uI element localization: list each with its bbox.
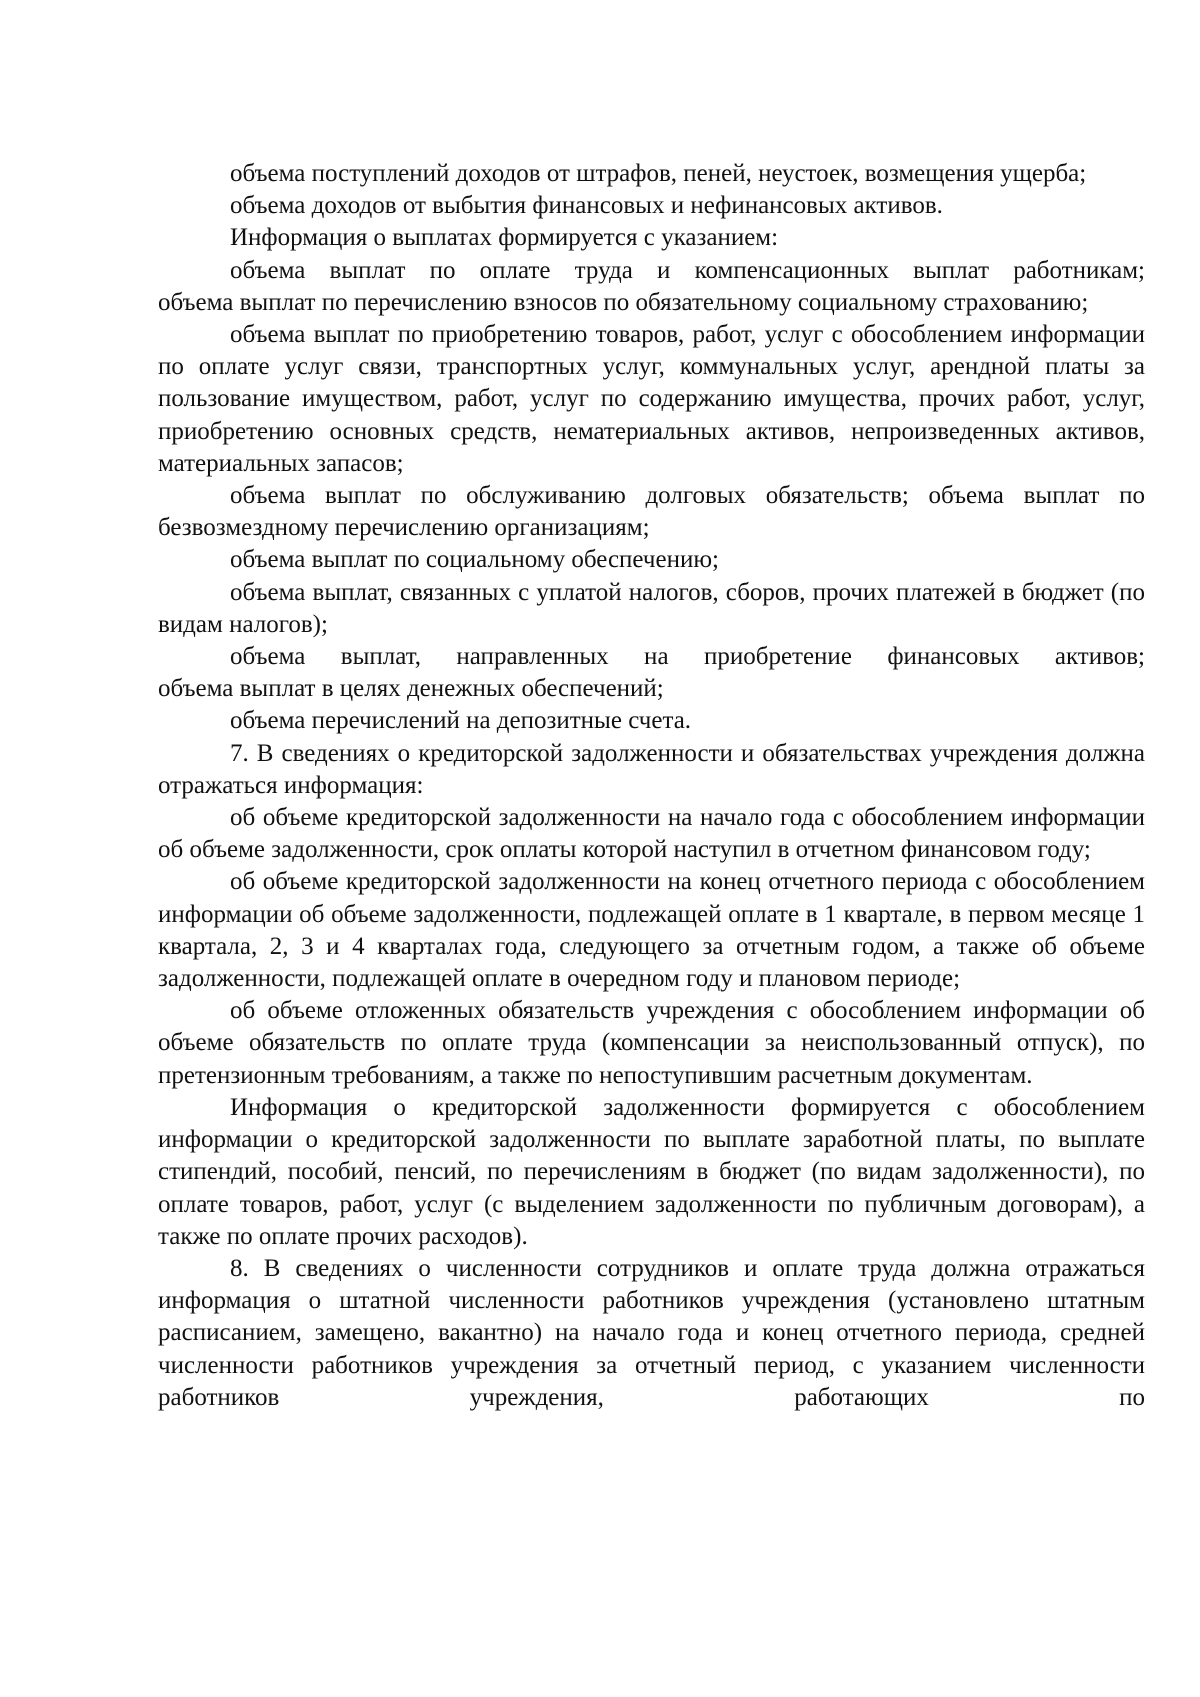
- paragraph-deposit-transfers: объема перечислений на депозитные счета.: [230, 707, 692, 735]
- paragraph-gratuitous-transfers: безвозмездному перечислению организациям;: [158, 514, 650, 542]
- paragraph-deferred-obligations: об объеме отложенных обязательств учреждения с обособлением информации об объеме обязательств по оплате труда (компенсации за неиспользованный отпуск), по претензионным требованиям, а также по непоступившим расчетным документам.: [158, 997, 1145, 1089]
- paragraph-goods-services-payments: объема выплат по приобретению товаров, работ, услуг с обособлением информации по оплате услуг связи, транспортных услуг, коммунальных услуг, арендной платы за пользование имуществом, работ, услуг по содержанию имущества, прочих работ, услуг, приобретению основных средств, нематериальных активов, непроизведенных активов, материальных запасов;: [158, 321, 1145, 477]
- paragraph-payables-start-year: об объеме кредиторской задолженности на начало года с обособлением информации об объеме задолженности, срок оплаты которой наступил в отчетном финансовом году;: [158, 804, 1145, 864]
- paragraph-labor-payments: объема выплат по оплате труда и компенсационных выплат работникам;: [230, 256, 1145, 284]
- paragraph-debt-service-payments: объема выплат по обслуживанию долговых обязательств; объема выплат по: [230, 482, 1145, 510]
- paragraph-asset-disposal-income: объема доходов от выбытия финансовых и нефинансовых активов.: [230, 192, 943, 220]
- paragraph-payables-info: Информация о кредиторской задолженности формируется с обособлением информации о кредиторской задолженности по выплате заработной платы, по выплате стипендий, пособий, пенсий, по перечислениям в бюджет (по видам задолженности), по оплате товаров, работ, услуг (с выделением задолженности по публичным договорам), а также по оплате прочих расходов).: [158, 1093, 1145, 1250]
- document-page: [158, 158, 1145, 1414]
- paragraph-fines-income: объема поступлений доходов от штрафов, пеней, неустоек, возмещения ущерба;: [230, 160, 1087, 187]
- paragraph-monetary-provision: объема выплат в целях денежных обеспечений;: [158, 675, 664, 703]
- paragraph-section-8: 8. В сведениях о численности сотрудников и оплате труда должна отражаться информация о штатной численности работников учреждения (установлено штатным расписанием, замещено, вакантно) на начало года и конец отчетного периода, средней численности работников учреждения за отчетный период, с указанием численности работников учреждения, работающих по: [158, 1254, 1145, 1411]
- paragraph-section-7: 7. В сведениях о кредиторской задолженности и обязательствах учреждения должна отражаться информация:: [158, 739, 1145, 799]
- paragraph-financial-assets: объема выплат, направленных на приобретение финансовых активов;: [230, 643, 1145, 671]
- paragraph-tax-payments: объема выплат, связанных с уплатой налогов, сборов, прочих платежей в бюджет (по видам налогов);: [158, 578, 1145, 638]
- paragraph-payables-end-period: об объеме кредиторской задолженности на конец отчетного периода с обособлением информации об объеме задолженности, подлежащей оплате в 1 квартале, в первом месяце 1 квартала, 2, 3 и 4 кварталах года, следующего за отчетным годом, а также об объеме задолженности, подлежащей оплате в очередном году и плановом периоде;: [158, 868, 1145, 993]
- paragraph-social-security: объема выплат по социальному обеспечению;: [230, 546, 719, 574]
- paragraph-insurance-contributions: объема выплат по перечислению взносов по обязательному социальному страхованию;: [158, 288, 1089, 316]
- paragraph-payments-intro: Информация о выплатах формируется с указанием:: [230, 224, 779, 252]
